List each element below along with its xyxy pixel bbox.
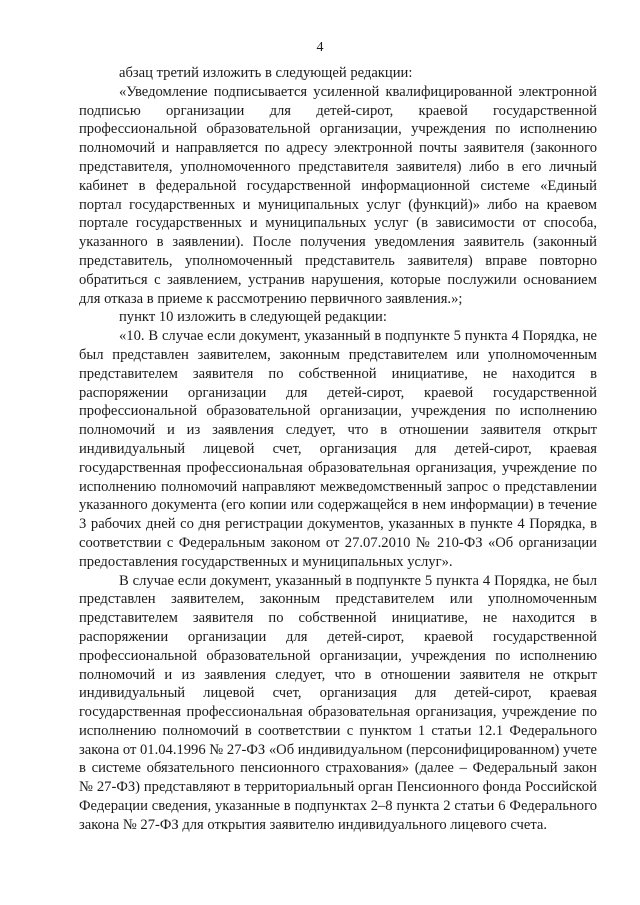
paragraph-punkt-10: «10. В случае если документ, указанный в подпункте 5 пункта 4 Порядка, не был представлен заявителем, законным представителем или уполномоченным представителем заявителя по собственной инициативе, не находится в распоряжении организации для детей-сирот, краевой государственной профессиональной образовательной организации, учреждения по исполнению полномочий и из заявления следует, что в отношении заявителя открыт индивидуальный лицевой счет, организация для детей-сирот, краевая государственная профессиональная образовательная организация, учреждение по исполнению полномочий направляют межведомственный запрос о представлении указанного документа (его копии или содержащейся в нем информации) в течение 3 рабочих дней со дня регистрации документов, указанных в пункте 4 Порядка, в соответствии с Федеральным законом от 27.07.2010 № 210-ФЗ «Об организации предоставления государственных и муниципальных услуг». (79, 328, 597, 570)
document-body (79, 64, 597, 835)
paragraph-intro-abzac: абзац третий изложить в следующей редакции: (119, 65, 413, 81)
paragraph-notification: «Уведомление подписывается усиленной квалифицированной электронной подписью организации для детей-сирот, краевой государственной профессиональной образовательной организации, учреждения по исполнению полномочий и направляется по адресу электронной почты заявителя (законного представителя, уполномоченного представителя заявителя) либо в его личный кабинет в федеральной государственной информационной системе «Единый портал государственных и муниципальных услуг (функций)» либо на краевом портале государственных и муниципальных услуг (в зависимости от способа, указанного в заявлении). После получения уведомления заявитель (законный представитель, уполномоченный представитель заявителя) вправе повторно обратиться с заявлением, устранив нарушения, которые послужили основанием для отказа в приеме к рассмотрению первичного заявления.»; (79, 83, 597, 307)
paragraph-intro-punkt-10: пункт 10 изложить в следующей редакции: (119, 309, 387, 326)
page-number: 4 (316, 40, 324, 55)
paragraph-punkt-10-second: В случае если документ, указанный в подпункте 5 пункта 4 Порядка, не был представлен заявителем, законным представителем или уполномоченным представителем заявителя по собственной инициативе, не находится в распоряжении организации для детей-сирот, краевой государственной профессиональной образовательной организации, учреждения по исполнению полномочий и из заявления следует, что в отношении заявителя не открыт индивидуальный лицевой счет, организация для детей-сирот, краевая государственная профессиональная образовательная организация, учреждение по исполнению полномочий в соответствии с пунктом 1 статьи 12.1 Федерального закона от 01.04.1996 № 27-ФЗ «Об индивидуальном (персонифицированном) учете в системе обязательного пенсионного страхования» (далее – Федеральный закон № 27-ФЗ) представляют в территориальный орган Пенсионного фонда Российской Федерации сведения, указанные в подпунктах 2–8 пункта 2 статьи 6 Федерального закона № 27-ФЗ для открытия заявителю индивидуального лицевого счета. (79, 572, 597, 833)
